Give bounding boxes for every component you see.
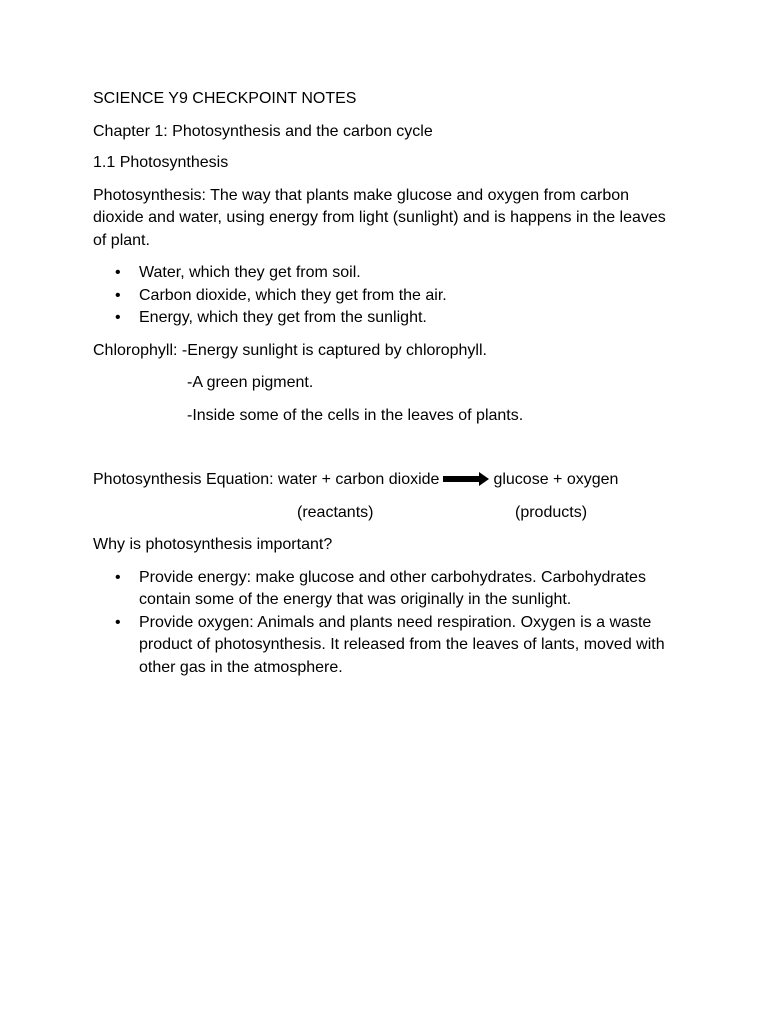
equation-labels <box>93 502 673 525</box>
section-heading: 1.1 Photosynthesis <box>93 154 229 171</box>
right-arrow-icon <box>443 472 489 486</box>
equation-right: glucose + oxygen <box>493 471 619 488</box>
list-item-text: Carbon dioxide, which they get from the air. <box>139 286 447 304</box>
chapter-heading: Chapter 1: Photosynthesis and the carbon cycle <box>93 122 433 140</box>
needs-list <box>93 262 673 330</box>
document-title: SCIENCE Y9 CHECKPOINT NOTES <box>93 90 357 107</box>
photosynthesis-definition: Photosynthesis: The way that plants make glucose and oxygen from carbon dioxide and water, using energy from light (sunlight) and is happens in the leaves of plant. <box>93 186 666 249</box>
list-item-text: Water, which they get from soil. <box>139 264 361 281</box>
list-item <box>93 285 673 308</box>
bullet-icon: • <box>115 309 121 326</box>
importance-list <box>93 567 673 680</box>
list-item-text: Provide energy: make glucose and other carbohydrates. Carbohydrates contain some of the energy that was originally in the sunlight. <box>139 568 646 608</box>
photosynthesis-equation <box>93 469 673 492</box>
list-item <box>93 567 673 612</box>
list-item <box>93 307 673 330</box>
list-item-text: Provide oxygen: Animals and plants need respiration. Oxygen is a waste product of photosynthesis. It released from the leaves of lants, moved with other gas in the atmosphere. <box>139 613 665 676</box>
bullet-icon: • <box>115 568 121 586</box>
chlorophyll-line-1: Chlorophyll: -Energy sunlight is captured by chlorophyll. <box>93 341 487 359</box>
list-item-text: Energy, which they get from the sunlight. <box>139 309 427 326</box>
list-item <box>93 262 673 285</box>
bullet-icon: • <box>115 613 121 631</box>
document-page <box>93 88 673 689</box>
bullet-icon: • <box>115 264 121 281</box>
products-label: (products) <box>515 503 588 521</box>
reactants-label: (reactants) <box>297 503 374 521</box>
chlorophyll-line-3: -Inside some of the cells in the leaves of plants. <box>187 406 524 424</box>
chlorophyll-line-2: -A green pigment. <box>187 374 314 391</box>
list-item <box>93 612 673 680</box>
importance-question: Why is photosynthesis important? <box>93 536 333 553</box>
equation-left: Photosynthesis Equation: water + carbon dioxide <box>93 471 440 488</box>
bullet-icon: • <box>115 286 121 304</box>
